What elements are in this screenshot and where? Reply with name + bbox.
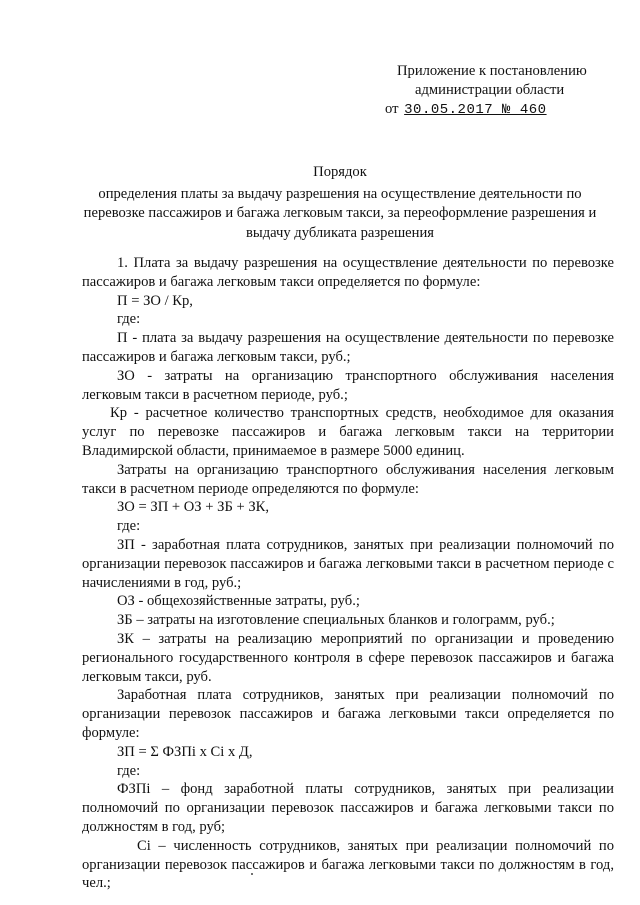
appendix-line-2: администрации области (415, 82, 565, 98)
paragraph: ЗБ – затраты на изготовление специальных бланков и голограмм, руб.; (117, 612, 555, 629)
document-title (70, 163, 610, 243)
where-label: где: (117, 311, 141, 328)
paragraph: ЗО - затраты на организацию транспортного обслуживания населения легковым такси в расчетном периоде, руб.; (82, 367, 614, 403)
paragraph: ЗК – затраты на реализацию мероприятий по организации и проведению регионального государственного контроля в сфере перевозок пассажиров и багажа легковым такси, руб. (82, 630, 614, 685)
title-heading: Порядок (313, 164, 367, 180)
where-label: где: (117, 762, 141, 779)
paragraph: ЗП - заработная плата сотрудников, занятых при реализации полномочий по организации перевозок пассажиров и багажа легковыми такси в расчетном периоде с начислениями в год, руб.; (82, 536, 614, 591)
appendix-date-number: 30.05.2017 № 460 (404, 102, 547, 118)
appendix-line-1: Приложение к постановлению (397, 63, 587, 79)
scan-speck (251, 873, 253, 875)
title-subtitle: определения платы за выдачу разрешения на осуществление деятельности по перевозке пассажиров и багажа легковым такси, за переоформление разрешения и выдачу дубликата разрешения (83, 185, 597, 241)
paragraph: Затраты на организацию транспортного обслуживания населения легковым такси в расчетном периоде определяются по формуле: (82, 461, 614, 497)
appendix-header (385, 62, 615, 120)
appendix-line-3 (385, 100, 615, 120)
formula: ЗО = ЗП + ОЗ + ЗБ + ЗК, (117, 499, 270, 516)
paragraph: ОЗ - общехозяйственные затраты, руб.; (117, 593, 360, 610)
formula: ЗП = Σ ФЗПi х Ci х Д, (117, 743, 253, 760)
where-label: где: (117, 518, 141, 535)
paragraph: Кр - расчетное количество транспортных средств, необходимое для оказания услуг по перевозке пассажиров и багажа легковым такси на территории Владимирской области, принимаемое в размере 5000 единиц. (82, 405, 614, 459)
document-body (82, 254, 614, 893)
paragraph: Заработная плата сотрудников, занятых при реализации полномочий по организации перевозок пассажиров и багажа легковыми такси определяется по формуле: (82, 687, 614, 741)
paragraph: 1. Плата за выдачу разрешения на осуществление деятельности по перевозке пассажиров и багажа легковым такси определяется по формуле: (82, 255, 614, 290)
paragraph: Ci – численность сотрудников, занятых при реализации полномочий по организации перевозок пассажиров и багажа легковыми такси по должностям в год, чел.; (82, 837, 614, 892)
paragraph: П - плата за выдачу разрешения на осуществление деятельности по перевозке пассажиров и багажа легковым такси, руб.; (82, 330, 614, 365)
appendix-prefix: от (385, 101, 399, 117)
formula: П = ЗО / Кр, (117, 292, 193, 309)
paragraph: ФЗПi – фонд заработной платы сотрудников, занятых при реализации полномочий по организации перевозок пассажиров и багажа легковыми такси по должностям в год, руб; (82, 781, 614, 835)
